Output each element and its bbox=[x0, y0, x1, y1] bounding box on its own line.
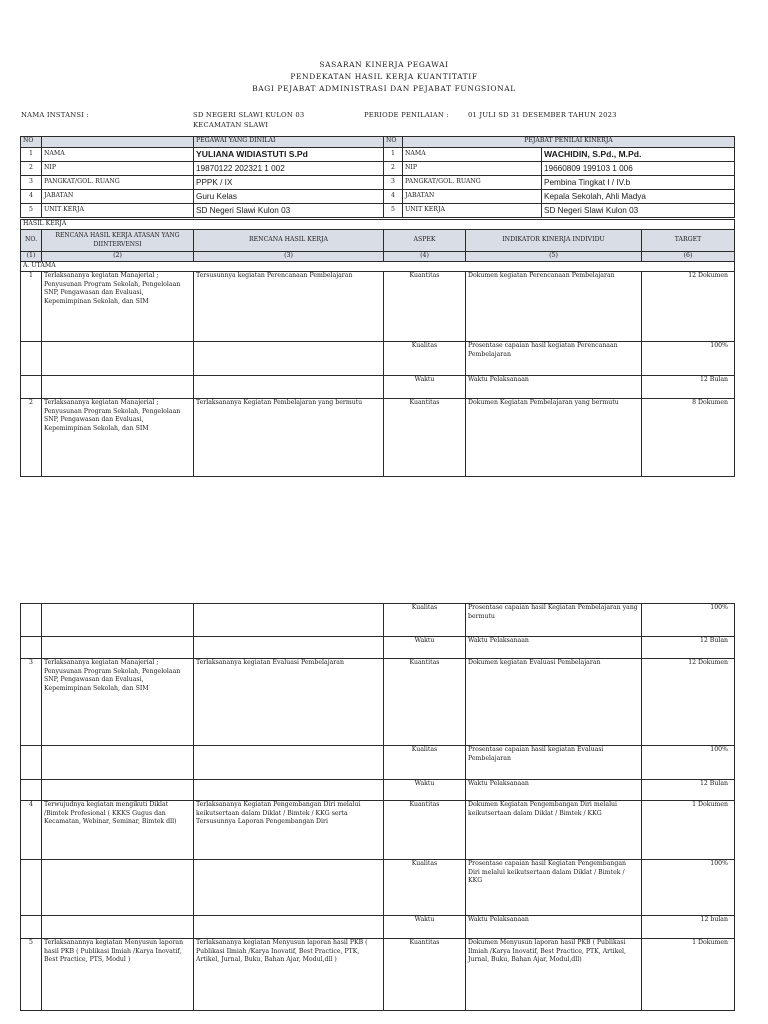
table-row bbox=[21, 637, 735, 659]
hasil-kerja-table-continued bbox=[20, 603, 735, 1011]
col-number: (6) bbox=[642, 252, 735, 262]
penilai-nip: 19660809 199103 1 006 bbox=[542, 162, 735, 176]
target-cell: 12 Bulan bbox=[642, 376, 735, 399]
rencana-atasan-cell bbox=[42, 916, 194, 939]
rencana-atasan-cell bbox=[42, 604, 194, 637]
indikator-cell: Dokumen kegiatan Evaluasi Pembelajaran bbox=[466, 659, 642, 746]
rencana-hasil-cell: Terlaksananya kegiatan Menyusun laporan hasil PKB ( Publikasi Ilmiah /Karya Inovatif, Best Practice, PTK, Artikel, Jurnal, Buku, Bahan Ajar, Modul,dll ) bbox=[194, 939, 384, 1011]
rencana-atasan-cell bbox=[42, 342, 194, 376]
table-row bbox=[21, 399, 735, 477]
row-number bbox=[21, 604, 42, 637]
pegawai-unit-kerja: SD Negeri Slawi Kulon 03 bbox=[194, 204, 384, 218]
table-row bbox=[21, 604, 735, 637]
identity-label: UNIT KERJA bbox=[42, 204, 194, 218]
periode-value: 01 JULI SD 31 DESEMBER TAHUN 2023 bbox=[468, 111, 617, 119]
indikator-cell: Dokumen Kegiatan Pembelajaran yang bermutu bbox=[466, 399, 642, 477]
rencana-atasan-cell: Terwujudnya kegiatan mengikuti Diklat /Bimtek Profesional ( KKKS Gugus dan Kecamatan, Webinar, Seminar, Bimtek dll) bbox=[42, 801, 194, 860]
penilai-unit-kerja: SD Negeri Slawi Kulon 03 bbox=[542, 204, 735, 218]
aspek-cell: Kualitas bbox=[384, 604, 466, 637]
column-number-row bbox=[21, 252, 735, 262]
utama-section-row bbox=[21, 262, 735, 272]
rencana-hasil-cell bbox=[194, 637, 384, 659]
indikator-cell: Prosentase capaian hasil kegiatan Evaluasi Pembelajaran bbox=[466, 746, 642, 780]
row-number: 3 bbox=[21, 659, 42, 746]
rencana-atasan-cell bbox=[42, 780, 194, 801]
rencana-hasil-cell: Terlaksananya kegiatan Evaluasi Pembelajaran bbox=[194, 659, 384, 746]
table-row bbox=[21, 860, 735, 916]
identity-label: NAMA bbox=[403, 148, 542, 162]
target-cell: 8 Dokumen bbox=[642, 399, 735, 477]
indikator-cell: Dokumen Kegiatan Pengembangan Diri melalui keikutsertaan dalam Diklat / Bimtek / KKG bbox=[466, 801, 642, 860]
identity-label: PANGKAT/GOL. RUANG bbox=[42, 176, 194, 190]
col-no-header: NO. bbox=[21, 230, 42, 252]
aspek-cell: Kuantitas bbox=[384, 399, 466, 477]
target-cell: 1 Dokumen bbox=[642, 801, 735, 860]
row-number bbox=[21, 746, 42, 780]
target-cell: 12 Dokumen bbox=[642, 659, 735, 746]
aspek-cell: Kuantitas bbox=[384, 659, 466, 746]
rencana-hasil-cell: Tersusunnya kegiatan Perencanaan Pembelajaran bbox=[194, 272, 384, 342]
identity-header-row bbox=[21, 137, 735, 148]
rencana-hasil-cell bbox=[194, 342, 384, 376]
target-cell: 100% bbox=[642, 342, 735, 376]
indikator-cell: Waktu Pelaksanaan bbox=[466, 780, 642, 801]
indikator-cell: Dokumen Menyusun laporan hasil PKB ( Publikasi Ilmiah /Karya Inovatif, Best Practice, PTK, Artikel, Jurnal, Buku, Bahan Ajar, Modul,dll) bbox=[466, 939, 642, 1011]
document-subtitle: PENDEKATAN HASIL KERJA KUANTITATIF bbox=[290, 72, 478, 81]
aspek-cell: Waktu bbox=[384, 780, 466, 801]
rencana-hasil-cell bbox=[194, 604, 384, 637]
pegawai-dinilai-header: PEGAWAI YANG DINILAI bbox=[194, 137, 384, 148]
indikator-cell: Waktu Pelaksanaan bbox=[466, 376, 642, 399]
pegawai-nama: YULIANA WIDIASTUTI S.Pd bbox=[194, 148, 384, 162]
col-number: (2) bbox=[42, 252, 194, 262]
target-cell: 12 bulan bbox=[642, 916, 735, 939]
target-cell: 12 Bulan bbox=[642, 780, 735, 801]
aspek-cell: Waktu bbox=[384, 376, 466, 399]
col-rencana-header: RENCANA HASIL KERJA bbox=[194, 230, 384, 252]
col-atasan-header: RENCANA HASIL KERJA ATASAN YANG DIINTERVENSI bbox=[42, 230, 194, 252]
row-number bbox=[21, 637, 42, 659]
target-cell: 1 Dokumen bbox=[642, 939, 735, 1011]
col-aspek-header: ASPEK bbox=[384, 230, 466, 252]
hasil-header-row bbox=[21, 230, 735, 252]
aspek-cell: Kualitas bbox=[384, 860, 466, 916]
rencana-hasil-cell bbox=[194, 860, 384, 916]
pegawai-nip: 19870122 202321 1 002 bbox=[194, 162, 384, 176]
rencana-atasan-cell: Terlaksananya kegiatan Manajerial ; Penyusunan Program Sekolah, Pengelolaan SNP, Pengawasan dan Evaluasi, Kepemimpinan Sekolah, dan SIM bbox=[42, 272, 194, 342]
instansi-value-2: KECAMATAN SLAWI bbox=[193, 121, 269, 129]
table-row bbox=[21, 780, 735, 801]
table-row bbox=[21, 342, 735, 376]
rencana-hasil-cell bbox=[194, 376, 384, 399]
indikator-cell: Prosentase capaian hasil Kegiatan Pengembangan Diri melalui keikutsertaan dalam Diklat / Bimtek / KKG bbox=[466, 860, 642, 916]
identity-label: JABATAN bbox=[42, 190, 194, 204]
table-row bbox=[21, 376, 735, 399]
rencana-hasil-cell: Terlaksananya Kegiatan Pengembangan Diri melalui keikutsertaan dalam Diklat / Bimtek / KKG serta Tersusunnya Laporan Pengembangan Diri bbox=[194, 801, 384, 860]
identity-row: 3 PANGKAT/GOL. RUANG PPPK / IX 3 PANGKAT/GOL. RUANG Pembina Tingkat I / IV.b bbox=[21, 176, 735, 190]
row-number bbox=[21, 342, 42, 376]
row-number bbox=[21, 376, 42, 399]
col-indikator-header: INDIKATOR KINERJA INDIVIDU bbox=[466, 230, 642, 252]
aspek-cell: Kuantitas bbox=[384, 939, 466, 1011]
target-cell: 100% bbox=[642, 604, 735, 637]
identity-no-header: NO bbox=[21, 137, 42, 148]
rencana-atasan-cell bbox=[42, 376, 194, 399]
instansi-value-1: SD NEGERI SLAWI KULON 03 bbox=[193, 111, 305, 119]
indikator-cell: Prosentase capaian hasil Kegiatan Pembelajaran yang bermutu bbox=[466, 604, 642, 637]
col-number: (3) bbox=[194, 252, 384, 262]
aspek-cell: Waktu bbox=[384, 637, 466, 659]
row-number: 4 bbox=[21, 801, 42, 860]
row-number: 2 bbox=[21, 399, 42, 477]
rencana-hasil-cell bbox=[194, 746, 384, 780]
table-row bbox=[21, 272, 735, 342]
table-row bbox=[21, 939, 735, 1011]
col-number: (1) bbox=[21, 252, 42, 262]
document-subtitle-2: BAGI PEJABAT ADMINISTRASI DAN PEJABAT FUNGSIONAL bbox=[252, 84, 516, 93]
target-cell: 12 Bulan bbox=[642, 637, 735, 659]
identity-label: NIP bbox=[42, 162, 194, 176]
indikator-cell: Waktu Pelaksanaan bbox=[466, 637, 642, 659]
col-number: (5) bbox=[466, 252, 642, 262]
hasil-kerja-label: HASIL KERJA bbox=[21, 220, 735, 230]
aspek-cell: Kualitas bbox=[384, 342, 466, 376]
row-number bbox=[21, 780, 42, 801]
aspek-cell: Kuantitas bbox=[384, 272, 466, 342]
hasil-kerja-table bbox=[20, 219, 735, 477]
hasil-kerja-section-row bbox=[21, 220, 735, 230]
identity-label: NIP bbox=[403, 162, 542, 176]
identity-label: PANGKAT/GOL. RUANG bbox=[403, 176, 542, 190]
table-row bbox=[21, 746, 735, 780]
target-cell: 100% bbox=[642, 746, 735, 780]
row-number: 5 bbox=[21, 939, 42, 1011]
indikator-cell: Prosentase capaian hasil kegiatan Perencanaan Pembelajaran bbox=[466, 342, 642, 376]
identity-table bbox=[20, 136, 735, 218]
identity-row: 1 NAMA YULIANA WIDIASTUTI S.Pd 1 NAMA WACHIDIN, S.Pd., M.Pd. bbox=[21, 148, 735, 162]
penilai-nama: WACHIDIN, S.Pd., M.Pd. bbox=[542, 148, 735, 162]
col-target-header: TARGET bbox=[642, 230, 735, 252]
document-title: SASARAN KINERJA PEGAWAI bbox=[319, 60, 449, 69]
rencana-hasil-cell: Terlaksananya Kegiatan Pembelajaran yang bermutu bbox=[194, 399, 384, 477]
aspek-cell: Kualitas bbox=[384, 746, 466, 780]
identity-no-header-2: NO bbox=[384, 137, 403, 148]
periode-label: PERIODE PENILAIAN : bbox=[364, 111, 449, 119]
rencana-hasil-cell bbox=[194, 780, 384, 801]
pejabat-penilai-header: PEJABAT PENILAI KINERJA bbox=[403, 137, 735, 148]
rencana-atasan-cell: Terlaksanannya kegiatan Menyusun laporan hasil PKB ( Publikasi Ilmiah /Karya Inovatif, Best Practice, PTS, Modul ) bbox=[42, 939, 194, 1011]
rencana-atasan-cell bbox=[42, 637, 194, 659]
row-number bbox=[21, 860, 42, 916]
table-row bbox=[21, 659, 735, 746]
table-row bbox=[21, 916, 735, 939]
pegawai-pangkat: PPPK / IX bbox=[194, 176, 384, 190]
utama-label: A. UTAMA bbox=[21, 262, 735, 272]
penilai-jabatan: Kepala Sekolah, Ahli Madya bbox=[542, 190, 735, 204]
identity-label: UNIT KERJA bbox=[403, 204, 542, 218]
col-number: (4) bbox=[384, 252, 466, 262]
identity-row: 2 NIP 19870122 202321 1 002 2 NIP 19660809 199103 1 006 bbox=[21, 162, 735, 176]
penilai-pangkat: Pembina Tingkat I / IV.b bbox=[542, 176, 735, 190]
indikator-cell: Dokumen kegiatan Perencanaan Pembelajaran bbox=[466, 272, 642, 342]
identity-row: 4 JABATAN Guru Kelas 4 JABATAN Kepala Sekolah, Ahli Madya bbox=[21, 190, 735, 204]
aspek-cell: Kuantitas bbox=[384, 801, 466, 860]
row-number bbox=[21, 916, 42, 939]
rencana-atasan-cell bbox=[42, 746, 194, 780]
table-row bbox=[21, 801, 735, 860]
identity-row: 5 UNIT KERJA SD Negeri Slawi Kulon 03 5 UNIT KERJA SD Negeri Slawi Kulon 03 bbox=[21, 204, 735, 218]
target-cell: 100% bbox=[642, 860, 735, 916]
identity-label: NAMA bbox=[42, 148, 194, 162]
pegawai-jabatan: Guru Kelas bbox=[194, 190, 384, 204]
rencana-hasil-cell bbox=[194, 916, 384, 939]
rencana-atasan-cell bbox=[42, 860, 194, 916]
target-cell: 12 Dokumen bbox=[642, 272, 735, 342]
row-number: 1 bbox=[21, 272, 42, 342]
indikator-cell: Waktu Pelaksanaan bbox=[466, 916, 642, 939]
rencana-atasan-cell: Terlaksananya kegiatan Manajerial ; Penyusunan Program Sekolah, Pengelolaan SNP, Pengawasan dan Evaluasi, Kepemimpinan Sekolah, dan SIM bbox=[42, 659, 194, 746]
aspek-cell: Waktu bbox=[384, 916, 466, 939]
rencana-atasan-cell: Terlaksananya kegiatan Manajerial ; Penyusunan Program Sekolah, Pengelolaan SNP, Pengawasan dan Evaluasi, Kepemimpinan Sekolah, dan SIM bbox=[42, 399, 194, 477]
instansi-label: NAMA INSTANSI : bbox=[21, 111, 89, 119]
identity-label: JABATAN bbox=[403, 190, 542, 204]
